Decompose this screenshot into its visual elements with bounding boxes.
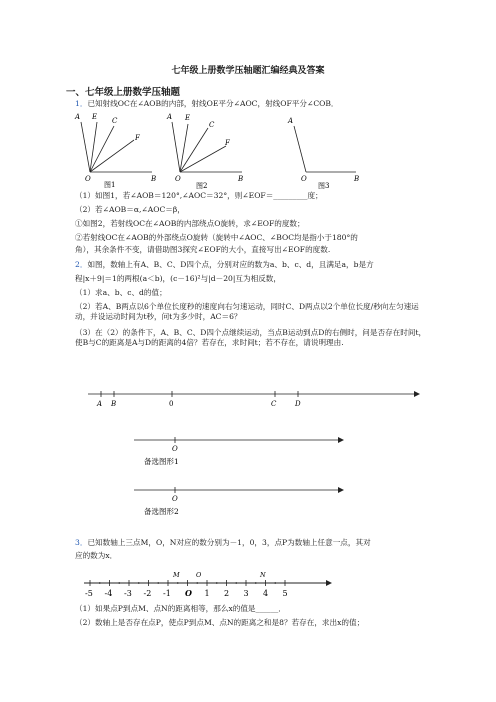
tick-label: 2 <box>224 589 230 598</box>
label-a: A <box>167 113 173 121</box>
q1-stem-text: 已知射线OC在∠AOB的内部，射线OE平分∠AOC，射线OF平分∠COB． <box>87 99 339 108</box>
tick-label: -1 <box>163 589 171 598</box>
q3-stem-text: 已知数轴上三点M，O，N对应的数分别为－1，0，3，点P为数轴上任意一点，其对 <box>87 538 371 547</box>
fig2-caption: 图2 <box>196 182 208 190</box>
q1-figure-2 <box>164 108 254 190</box>
spare2-origin: O <box>172 495 178 503</box>
q1-sub2b: 角），其余条件不变，请借助图3探究∠EOF的大小，直接写出∠EOF的度数. <box>75 245 331 254</box>
label-o: O <box>301 175 307 183</box>
label-f: F <box>225 139 230 147</box>
q2-part1: （1）求a、b、c、d的值； <box>75 288 167 297</box>
tick-label: 5 <box>282 589 288 598</box>
half-unit-dot <box>216 582 218 584</box>
q3-part2: （2）数轴上是否存在点P，使点P到点M、点N的距离之和是8？若存在，求出x的值； <box>75 618 365 627</box>
spare1-origin: O <box>172 445 178 453</box>
q1-number: 1． <box>75 99 88 108</box>
label-e: E <box>92 113 98 121</box>
q3-number: 3． <box>75 538 88 547</box>
axis-label-c: C <box>271 400 277 408</box>
half-unit-dot <box>177 582 179 584</box>
tick-label: -2 <box>143 589 152 598</box>
q2-stem-text: 如图，数轴上有A、B、C、D四个点，分别对应的数为a、b、c、d，且满足a，b是方 <box>87 260 374 269</box>
half-unit-dot <box>118 582 120 584</box>
spare2-caption: 备选图形2 <box>144 507 179 516</box>
q3-stem <box>75 538 371 548</box>
half-unit-dot <box>274 582 276 584</box>
label-b: B <box>151 175 157 183</box>
label-c: C <box>209 121 215 129</box>
q2-number-line <box>84 384 424 414</box>
q2-stem <box>75 260 374 270</box>
page-title: 七年级上册数学压轴题汇编经典及答案 <box>171 66 325 76</box>
section-heading: 一、七年级上册数学压轴题 <box>66 87 181 98</box>
tick-label: O <box>185 588 192 598</box>
half-unit-dot <box>99 582 101 584</box>
tick-label: 4 <box>263 589 269 598</box>
axis-label-b: B <box>111 400 117 408</box>
fig1-caption: 图1 <box>104 181 116 189</box>
q3-stem2: 应的数为x． <box>75 551 118 560</box>
q1-sub2a: ②若射线OC在∠AOB的外部绕点O旋转（旋转中∠AOC、∠BOC均是指小于180°的 <box>75 233 358 242</box>
tick-label: -5 <box>85 589 93 598</box>
half-unit-dot <box>235 582 237 584</box>
label-a: A <box>75 113 81 121</box>
tick-label: 1 <box>204 589 210 598</box>
q1-part2: （2）若∠AOB＝α,∠AOC＝β， <box>75 205 185 214</box>
q1-figure-1 <box>72 108 162 190</box>
label-o: O <box>175 175 181 183</box>
mark-m: M <box>173 571 180 579</box>
label-b: B <box>238 175 244 183</box>
half-unit-dot <box>138 582 140 584</box>
fig3-caption: 图3 <box>318 182 330 190</box>
q1-figure-3 <box>282 108 372 190</box>
q2-spare-figure-2 <box>130 480 350 520</box>
axis-label-d: D <box>295 400 301 408</box>
q2-part3: （3）在（2）的条件下，A、B、C、D四个点继续运动，当点B运动到点D的右侧时，问是否存在时间t，使B与C的距离是A与D的距离的4倍？若存在，求时间t；若不存在，请说明理由. <box>75 328 427 347</box>
q1-sub1: ①如图2，若射线OC在∠AOB的内部绕点O旋转，求∠EOF的度数； <box>75 219 305 228</box>
label-e: E <box>185 114 191 122</box>
half-unit-dot <box>157 582 159 584</box>
mark-n: N <box>260 571 266 579</box>
tick-label: -3 <box>124 589 132 598</box>
tick-label: -4 <box>104 589 113 598</box>
tick-label: 3 <box>243 589 249 598</box>
label-f: F <box>135 134 140 142</box>
q3-number-line <box>80 566 340 602</box>
q3-part1: （1）如果点P到点M、点N的距离相等，那么x的值是______． <box>75 604 286 613</box>
mark-o: O <box>196 571 202 579</box>
q2-number: 2． <box>75 260 88 269</box>
axis-label-a: A <box>97 400 103 408</box>
q2-spare-figure-1 <box>130 430 350 470</box>
axis-label-zero: 0 <box>169 400 174 408</box>
half-unit-dot <box>255 582 257 584</box>
label-c: C <box>112 117 118 125</box>
spare1-caption: 备选图形1 <box>144 457 179 466</box>
label-b: B <box>354 175 360 183</box>
q1-part1: （1）如图1，若∠AOB＝120°,∠AOC＝32°，则∠EOF＝_________度； <box>75 191 323 200</box>
label-a: A <box>288 117 294 125</box>
q2-part2: （2）若A、B两点以6个单位长度秒的速度向右匀速运动，同时C、D两点以2个单位长度/秒向左匀速运动，并设运动时间为t秒，问t为多少时，AC＝6？ <box>75 302 419 321</box>
q2-stem2: 程|x＋9|＝1的两根(a＜b)，(c－16)²与|d－20|互为相反数， <box>75 274 281 283</box>
label-o: O <box>85 175 91 183</box>
half-unit-dot <box>196 582 198 584</box>
